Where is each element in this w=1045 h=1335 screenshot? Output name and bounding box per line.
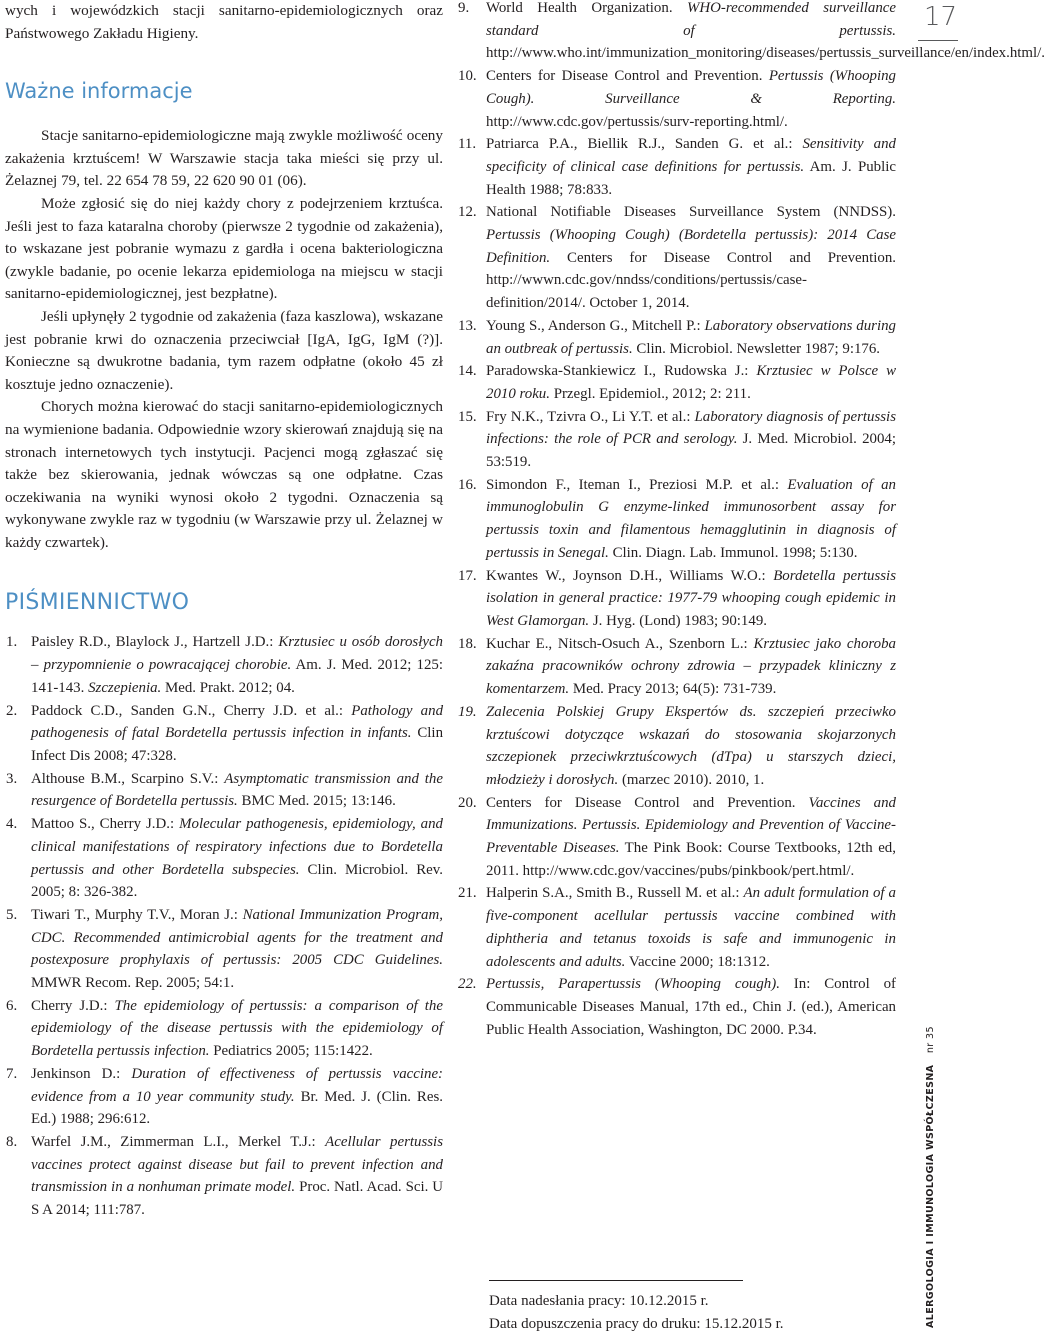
reference-item: [458, 792, 896, 883]
reference-title: Pertussis (Whooping Cough). Surveillance & Reporting.: [486, 68, 896, 107]
top-paragraph: wych i wojewódzkich stacji sanitarno-epidemiologicznych oraz Państwowego Zakładu Higieny.: [5, 0, 443, 45]
reference-item: [6, 1131, 443, 1222]
reference-authors: Paradowska-Stankiewicz I., Rudowska J.:: [486, 363, 756, 379]
reference-source: http://www.who.int/immunization_monitoring/diseases/pertussis_surveillance/en/index.html/.: [486, 45, 1045, 61]
reference-source: (marzec 2010). 2010, 1.: [618, 772, 764, 788]
reference-title: Pertussis, Parapertussis (Whooping cough).: [486, 976, 780, 992]
reference-number: 17.: [458, 565, 477, 588]
reference-title: Zalecenia Polskiej Grupy Ekspertów ds. szczepień przeciwko krztuścowi dotyczące wskazań do stosowania skojarzonych szczepionek przeciwkrztuścowych (dTpa) u starszych dzieci, młodzieży i dorosłych.: [486, 704, 896, 788]
reference-item: [458, 315, 896, 360]
reference-number: 16.: [458, 474, 477, 497]
reference-item: [6, 813, 443, 904]
reference-title: National Immunization Program, CDC. Recommended antimicrobial agents for the treatment and postexposure prophylaxis of pertussis: 2005 CDC Guidelines.: [31, 907, 443, 968]
reference-source: Clin Infect Dis 2008; 47:328.: [31, 725, 443, 764]
reference-source: Am. J. Public Health 1988; 78:833.: [486, 159, 896, 198]
reference-source: BMC Med. 2015; 13:146.: [238, 793, 396, 809]
reference-number: 5.: [6, 904, 17, 927]
journal-name: ALERGOLOGIA I IMMUNOLOGIA WSPÓŁCZESNA: [925, 1065, 936, 1328]
reference-authors: Kuchar E., Nitsch-Osuch A., Szenborn L.:: [486, 636, 753, 652]
reference-number: 2.: [6, 700, 17, 723]
received-date: Data nadesłania pracy: 10.12.2015 r.: [489, 1290, 889, 1313]
reference-number: 15.: [458, 406, 477, 429]
left-column: [5, 0, 443, 1222]
reference-source: Pediatrics 2005; 115:1422.: [210, 1043, 373, 1059]
reference-title: The epidemiology of pertussis: a comparison of the epidemiology of the disease pertussis with the epidemiology of Bordetella pertussis infection.: [31, 998, 443, 1059]
reference-source: Clin. Microbiol. Newsletter 1987; 9:176.: [633, 341, 880, 357]
reference-extra-source: Med. Prakt. 2012; 04.: [161, 680, 295, 696]
reference-title: Krztusiec w Polsce w 2010 roku.: [486, 363, 896, 402]
page-number-rule: [918, 40, 958, 41]
submission-dates: [489, 1280, 889, 1335]
reference-authors: Halperin S.A., Smith B., Russell M. et al.:: [486, 885, 743, 901]
reference-item: [458, 201, 896, 315]
reference-item: [458, 882, 896, 973]
references-list-right: [458, 0, 896, 1041]
reference-number: 9.: [458, 0, 469, 20]
reference-source: Clin. Diagn. Lab. Immunol. 1998; 5:130.: [609, 545, 858, 561]
reference-number: 22.: [458, 973, 477, 996]
reference-authors: Young S., Anderson G., Mitchell P.:: [486, 318, 705, 334]
reference-authors: Paisley R.D., Blaylock J., Hartzell J.D.:: [31, 634, 278, 650]
reference-number: 3.: [6, 768, 17, 791]
reference-authors: Warfel J.M., Zimmerman L.I., Merkel T.J.:: [31, 1134, 325, 1150]
reference-source: http://www.cdc.gov/pertussis/surv-reporting.html/.: [486, 114, 788, 130]
reference-number: 18.: [458, 633, 477, 656]
reference-authors: Mattoo S., Cherry J.D.:: [31, 816, 179, 832]
references-list-left: [5, 631, 443, 1221]
reference-authors: Patriarca P.A., Biellik R.J., Sanden G. et al.:: [486, 136, 802, 152]
reference-number: 21.: [458, 882, 477, 905]
reference-authors: Centers for Disease Control and Prevention.: [486, 795, 809, 811]
reference-source: Clin. Microbiol. Rev. 2005; 8: 326-382.: [31, 862, 443, 901]
reference-source: In: Control of Communicable Diseases Manual, 17th ed., Chin J. (ed.), American Public Health Association, Washington, DC 2000. P.34.: [486, 976, 896, 1037]
reference-source: Przegl. Epidemiol., 2012; 2: 211.: [550, 386, 751, 402]
reference-title: WHO-recommended surveillance standard of pertussis.: [486, 0, 896, 39]
references-heading: PIŚMIENNICTWO: [5, 590, 443, 615]
reference-source: Vaccine 2000; 18:1312.: [625, 954, 769, 970]
reference-item: [6, 700, 443, 768]
reference-authors: Centers for Disease Control and Prevention.: [486, 68, 769, 84]
reference-source: Med. Pracy 2013; 64(5): 731-739.: [569, 681, 776, 697]
reference-title: Molecular pathogenesis, epidemiology, and clinical manifestations of respiratory infections due to Bordetella pertussis and other Bordetella subspecies.: [31, 816, 443, 877]
reference-source: The Pink Book: Course Textbooks, 12th ed, 2011. http://www.cdc.gov/vaccines/pubs/pinkbook/pert.html/.: [486, 840, 896, 879]
reference-authors: Althouse B.M., Scarpino S.V.:: [31, 771, 224, 787]
reference-source: Centers for Disease Control and Prevention. http://wwwn.cdc.gov/nndss/conditions/pertussis/case-definition/2014/. October 1, 2014.: [486, 250, 896, 311]
reference-title: An adult formulation of a five-component acellular pertussis vaccine combined with diphtheria and tetanus toxoids is safe and immunogenic in adolescents and adults.: [486, 885, 896, 969]
reference-number: 1.: [6, 631, 17, 654]
reference-title: Vaccines and Immunizations. Pertussis. Epidemiology and Prevention of Vaccine-Preventable Diseases.: [486, 795, 896, 856]
reference-extra-title: Szczepienia.: [88, 680, 161, 696]
reference-title: Laboratory observations during an outbreak of pertussis.: [486, 318, 896, 357]
reference-authors: Simondon F., Iteman I., Preziosi M.P. et al.:: [486, 477, 787, 493]
reference-number: 8.: [6, 1131, 17, 1154]
reference-title: Evaluation of an immunoglobulin G enzyme-linked immunosorbent assay for pertussis toxin and filamentous hemagglutinin in diagnosis of pertussis in Senegal.: [486, 477, 896, 561]
reference-number: 6.: [6, 995, 17, 1018]
reference-source: MMWR Recom. Rep. 2005; 54:1.: [31, 975, 234, 991]
reference-title: Krztusiec u osób dorosłych – przypomnienie o powracającej chorobie.: [31, 634, 443, 673]
reference-authors: Paddock C.D., Sanden G.N., Cherry J.D. et al.:: [31, 703, 351, 719]
reference-number: 10.: [458, 65, 477, 88]
reference-item: [458, 406, 896, 474]
reference-item: [6, 631, 443, 699]
reference-item: [458, 565, 896, 633]
reference-title: Pertussis (Whooping Cough) (Bordetella pertussis): 2014 Case Definition.: [486, 227, 896, 266]
info-heading: Ważne informacje: [5, 79, 443, 103]
reference-item: [458, 360, 896, 405]
reference-number: 13.: [458, 315, 477, 338]
reference-title: Pathology and pathogenesis of fatal Bordetella pertussis infection in infants.: [31, 703, 443, 742]
reference-item: [6, 768, 443, 813]
dates-divider: [489, 1280, 743, 1281]
reference-number: 19.: [458, 701, 477, 724]
reference-authors: Jenkinson D.:: [31, 1066, 131, 1082]
reference-item: [458, 133, 896, 201]
reference-item: [6, 1063, 443, 1131]
reference-source: J. Hyg. (Lond) 1983; 90:149.: [589, 613, 767, 629]
journal-issue: nr 35: [925, 1026, 936, 1053]
reference-item: [6, 995, 443, 1063]
reference-authors: Fry N.K., Tzivra O., Li Y.T. et al.:: [486, 409, 695, 425]
reference-title: Duration of effectiveness of pertussis vaccine: evidence from a 10 year community study.: [31, 1066, 443, 1105]
reference-source: Am. J. Med. 2012; 125: 141-143.: [31, 657, 443, 696]
reference-item: [458, 0, 896, 65]
page-number: 17: [924, 2, 957, 32]
reference-item: [458, 633, 896, 701]
accepted-date: Data dopuszczenia pracy do druku: 15.12.2015 r.: [489, 1313, 889, 1335]
reference-title: Asymptomatic transmission and the resurgence of Bordetella pertussis.: [31, 771, 443, 810]
info-paragraph: Stacje sanitarno-epidemiologiczne mają zwykle możliwość oceny zakażenia krztuścem! W Warszawie stacja taka mieści się przy ul. Żelaznej 79, tel. 22 654 78 59, 22 620 90 01 (06).: [5, 125, 443, 193]
reference-title: Sensitivity and specificity of clinical case definitions for pertussis.: [486, 136, 896, 175]
reference-item: [458, 474, 896, 565]
reference-number: 20.: [458, 792, 477, 815]
reference-title: Bordetella pertussis isolation in general practice: 1977-79 whooping cough epidemic in West Glamorgan.: [486, 568, 896, 629]
reference-number: 11.: [458, 133, 476, 156]
reference-title: Krztusiec jako choroba zakaźna pracowników ochrony zdrowia – przypadek kliniczny z komentarzem.: [486, 636, 896, 697]
info-paragraph: Chorych można kierować do stacji sanitarno-epidemiologicznych na wymienione badania. Odpowiednie wzory skierowań znajdują się na stronach internetowych tych instytucji. Pacjenci mogą zgłaszać się także bez skierowania, jednak wówczas są one odpłatne. Czas oczekiwania na wyniki wynosi około 2 tygodni. Oznaczenia są wykonywane zwykle raz w tygodniu (w Warszawie przy ul. Żelaznej w każdy czwartek).: [5, 396, 443, 554]
journal-running-title: [924, 1028, 938, 1328]
reference-number: 12.: [458, 201, 477, 224]
reference-item: [458, 65, 896, 133]
reference-number: 14.: [458, 360, 477, 383]
reference-source: Proc. Natl. Acad. Sci. U S A 2014; 111:787.: [31, 1179, 443, 1218]
info-paragraph: Jeśli upłynęły 2 tygodnie od zakażenia (faza kaszlowa), wskazane jest pobranie krwi do oznaczenia przeciwciał [IgA, IgG, IgM (?)]. Konieczne są dwukrotne badania, tym razem odpłatne (około 45 zł kosztuje jedno oznaczenie).: [5, 306, 443, 396]
reference-title: Acellular pertussis vaccines protect against disease but fail to prevent infection and transmission in a nonhuman primate model.: [31, 1134, 443, 1195]
reference-authors: Cherry J.D.:: [31, 998, 114, 1014]
reference-authors: Tiwari T., Murphy T.V., Moran J.:: [31, 907, 243, 923]
reference-source: J. Med. Microbiol. 2004; 53:519.: [486, 431, 896, 470]
reference-authors: World Health Organization.: [486, 0, 687, 16]
reference-number: 4.: [6, 813, 17, 836]
reference-source: Br. Med. J. (Clin. Res. Ed.) 1988; 296:612.: [31, 1089, 443, 1128]
reference-title: Laboratory diagnosis of pertussis infections: the role of PCR and serology.: [486, 409, 896, 448]
right-column: [458, 0, 896, 1041]
reference-item: [6, 904, 443, 995]
reference-number: 7.: [6, 1063, 17, 1086]
info-paragraph: Może zgłosić się do niej każdy chory z podejrzeniem krztuśca. Jeśli jest to faza kataralna choroby (pierwsze 2 tygodnie od zakażenia), to wskazane jest pobranie wymazu z gardła i ocena bakteriologiczna (zwykle badanie, po ocenie lekarza epidemiologa na miejscu w stacji sanitarno-epidemiologicznej, jest bezpłatne).: [5, 193, 443, 306]
reference-authors: Kwantes W., Joynson D.H., Williams W.O.:: [486, 568, 773, 584]
reference-authors: National Notifiable Diseases Surveillance System (NNDSS).: [486, 204, 896, 220]
reference-item: [458, 701, 896, 792]
reference-item: [458, 973, 896, 1041]
